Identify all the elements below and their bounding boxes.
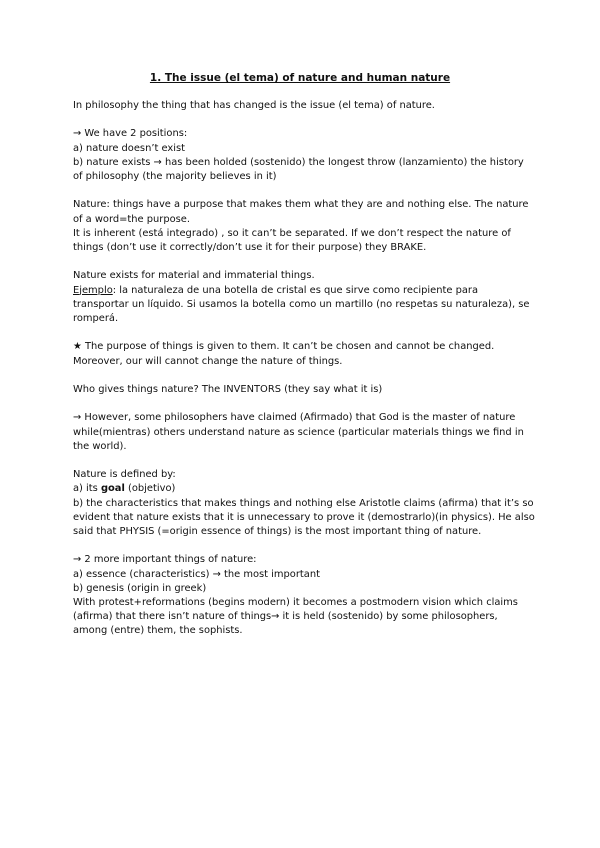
ejemplo-label: Ejemplo: [73, 284, 113, 296]
more-things-heading: → 2 more important things of nature:: [73, 554, 257, 566]
position-a: a) nature doesn’t exist: [73, 142, 185, 154]
paragraph-more-things: [73, 553, 535, 638]
position-b: b) nature exists → has been holded (sostenido) the longest throw (lanzamiento) the history of philosophy (the majority believes in it): [73, 156, 524, 182]
essence-item: a) essence (characteristics) → the most important: [73, 568, 320, 580]
paragraph-nature-purpose: [73, 198, 535, 255]
genesis-item: b) genesis (origin in greek): [73, 582, 207, 594]
paragraph-example: [73, 269, 535, 326]
paragraph-defined-by: [73, 468, 535, 539]
material-immaterial: Nature exists for material and immaterial things.: [73, 270, 315, 282]
defined-b: b) the characteristics that makes things and nothing else Aristotle claims (afirma) that it’s so evident that nature exists that it is unnecessary to prove it (demostrarlo)(in physics). He also said that PHYSIS (=origin essence of things) is the most important thing of nature.: [73, 497, 535, 537]
postmodern-vision: With protest+reformations (begins modern) it becomes a postmodern vision which claims (afirma) that there isn’t nature of things→ it is held (sostenido) by some philosophers, among (entre) them, the sophists.: [73, 596, 518, 637]
defined-a-suffix: (objetivo): [124, 483, 176, 495]
goal-bold: goal: [100, 483, 125, 495]
paragraph-intro: In philosophy the thing that has changed is the issue (el tema) of nature.: [73, 100, 435, 111]
defined-by-heading: Nature is defined by:: [73, 469, 176, 481]
defined-a-prefix: a) its: [73, 483, 101, 495]
document-body: [73, 99, 535, 653]
paragraph-positions: [73, 127, 535, 184]
nature-definition: Nature: things have a purpose that makes them what they are and nothing else. The nature of a word=the purpose.: [73, 199, 529, 225]
paragraph-given-purpose: ★ The purpose of things is given to them. It can’t be chosen and cannot be changed. Moreover, our will cannot change the nature of things.: [73, 341, 495, 367]
ejemplo-text: : la naturaleza de una botella de cristal es que sirve como recipiente para transportar un líquido. Si usamos la botella como un martillo (no respetas su naturaleza), se romperá.: [73, 284, 530, 324]
page-title: 1. The issue (el tema) of nature and human nature: [149, 72, 451, 84]
positions-heading: → We have 2 positions:: [73, 128, 188, 140]
nature-inherent: It is inherent (está integrado) , so it can’t be separated. If we don’t respect the nature of things (don’t use it correctly/don’t use it for their purpose) they BRAKE.: [73, 227, 511, 253]
paragraph-inventors: Who gives things nature? The INVENTORS (they say what it is): [73, 383, 383, 395]
paragraph-god-science: → However, some philosophers have claimed (Afirmado) that God is the master of nature while(mientras) others understand nature as science (particular materials things we find in the world).: [73, 412, 524, 452]
